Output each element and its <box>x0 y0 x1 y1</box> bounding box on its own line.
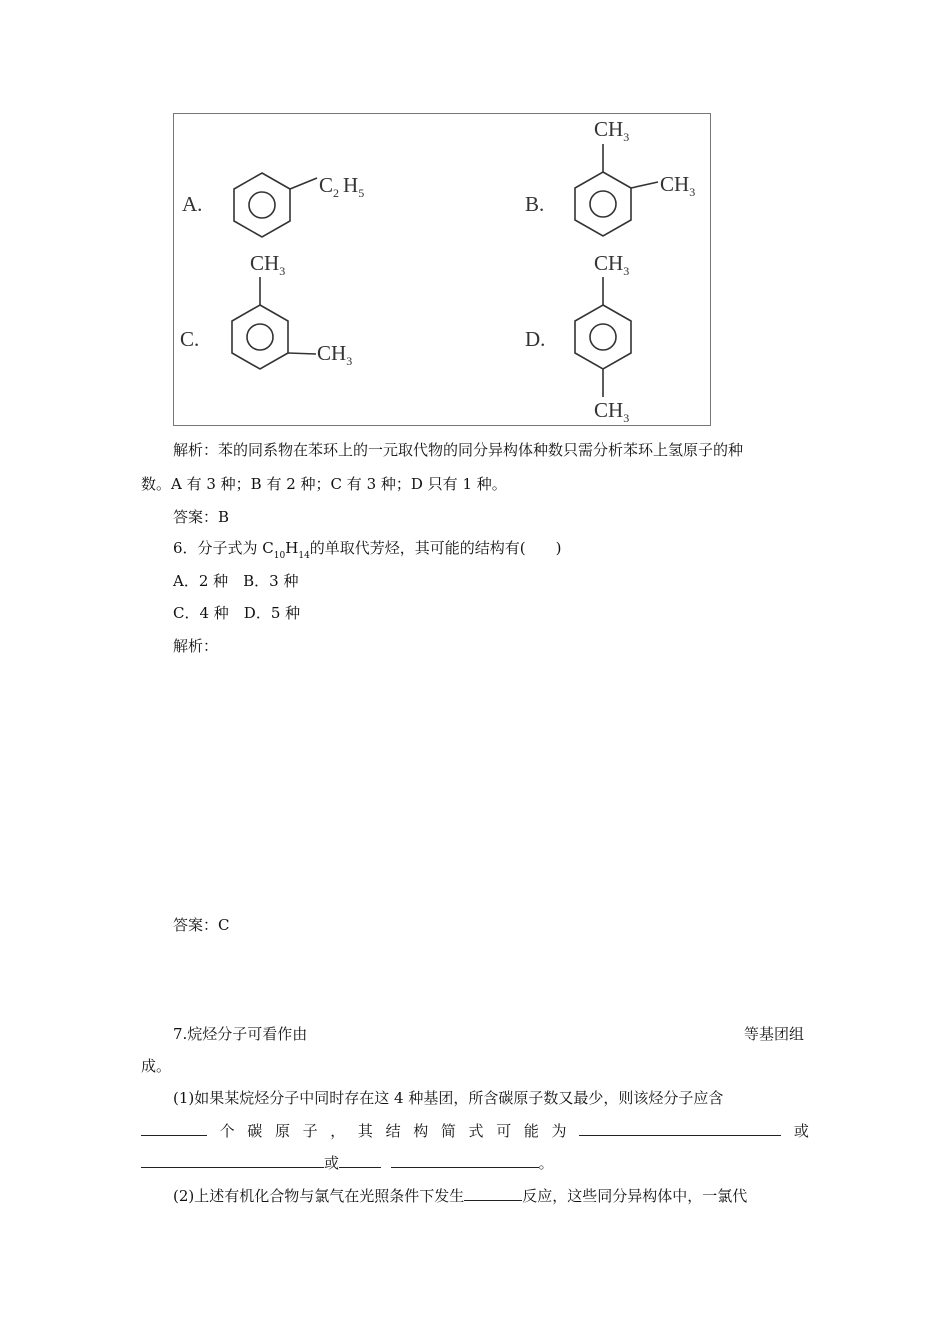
word: 能 <box>523 1122 539 1140</box>
word-or: 或 <box>324 1154 340 1172</box>
word-or: 或 <box>793 1122 809 1140</box>
q7-stem-left: 7.烷烃分子可看作由 <box>173 1025 308 1043</box>
word: 原 <box>274 1122 290 1140</box>
q7-part1-line1: (1)如果某烷烃分子中同时存在这 4 种基团，所含碳原子数又最少，则该烃分子应含 <box>173 1089 724 1107</box>
option-b-top-group: $CH_3$ <box>594 117 630 144</box>
q7-part2-prefix: (2)上述有机化合物与氯气在光照条件下发生 <box>173 1187 465 1205</box>
bond-a <box>290 178 317 189</box>
word: 其 <box>357 1122 373 1140</box>
option-b-right-group: $CH_3$ <box>660 172 696 199</box>
option-a-group: $C_2$ $H_5$ <box>319 173 365 200</box>
q5-analysis-line2: 数。A 有 3 种；B 有 2 种；C 有 3 种；D 只有 1 种。 <box>141 475 507 493</box>
answer-blank-reaction-type[interactable] <box>464 1186 522 1201</box>
option-c-top-group: $CH_3$ <box>250 251 286 278</box>
benzene-ring-b <box>575 172 631 236</box>
word: 碳 <box>247 1122 263 1140</box>
line-end: 。 <box>538 1154 554 1172</box>
option-c-label: C. <box>180 327 200 351</box>
word: 构 <box>413 1122 429 1140</box>
q6-stem <box>173 538 562 561</box>
aromatic-circle-d <box>590 324 616 350</box>
benzene-structures <box>174 114 712 427</box>
aromatic-circle-a <box>249 192 275 218</box>
q7-stem-right: 等基团组 <box>744 1025 805 1043</box>
answer-blank-structure-2[interactable] <box>141 1153 324 1168</box>
bond-c-right <box>288 353 316 354</box>
answer-blank-structure-3[interactable] <box>339 1153 381 1168</box>
word: 个 <box>219 1122 235 1140</box>
answer-blank-structure-4[interactable] <box>391 1153 539 1168</box>
q6-options-cd: C．4 种 D．5 种 <box>173 604 301 622</box>
q5-analysis-line1: 解析：苯的同系物在苯环上的一元取代物的同分异构体种数只需分析苯环上氢原子的种 <box>173 441 744 459</box>
q6-answer: 答案：C <box>173 916 230 934</box>
q6-stem-suffix: 的单取代芳烃，其可能的结构有( ) <box>309 539 562 557</box>
answer-blank-carbon-count[interactable] <box>141 1121 207 1136</box>
q7-stem-cont: 成。 <box>141 1057 172 1075</box>
word: ， <box>330 1122 346 1140</box>
q6-sub-14: 14 <box>298 551 310 561</box>
word: 可 <box>496 1122 512 1140</box>
q6-h: H <box>285 539 299 557</box>
q7-part2-suffix: 反应，这些同分异构体中，一氯代 <box>522 1187 748 1205</box>
benzene-ring-c <box>232 305 288 369</box>
structure-figure <box>173 113 711 426</box>
option-d-label: D. <box>525 327 546 351</box>
q7-part2-line1 <box>173 1186 747 1206</box>
bond-b-right <box>631 182 658 188</box>
q7-part1-line3 <box>141 1153 554 1173</box>
word: 简 <box>440 1122 456 1140</box>
word: 为 <box>551 1122 567 1140</box>
q6-options-ab: A．2 种 B．3 种 <box>173 572 299 590</box>
option-d-bottom-group: $CH_3$ <box>594 398 630 425</box>
q7-part1-line2 <box>141 1121 809 1141</box>
option-a-label: A. <box>182 192 203 216</box>
option-c-right-group: $CH_3$ <box>317 341 353 368</box>
q6-stem-prefix: 6．分子式为 C <box>173 539 274 557</box>
word: 式 <box>468 1122 484 1140</box>
word: 子 <box>302 1122 318 1140</box>
benzene-ring-d <box>575 305 631 369</box>
option-b-label: B. <box>525 192 545 216</box>
word: 结 <box>385 1122 401 1140</box>
q6-sub-10: 10 <box>273 551 286 561</box>
aromatic-circle-c <box>247 324 273 350</box>
answer-blank-structure-1[interactable] <box>579 1121 781 1136</box>
q5-answer: 答案：B <box>173 508 230 526</box>
q6-analysis: 解析： <box>173 637 219 655</box>
aromatic-circle-b <box>590 191 616 217</box>
benzene-ring-a <box>234 173 290 237</box>
option-d-top-group: $CH_3$ <box>594 251 630 278</box>
